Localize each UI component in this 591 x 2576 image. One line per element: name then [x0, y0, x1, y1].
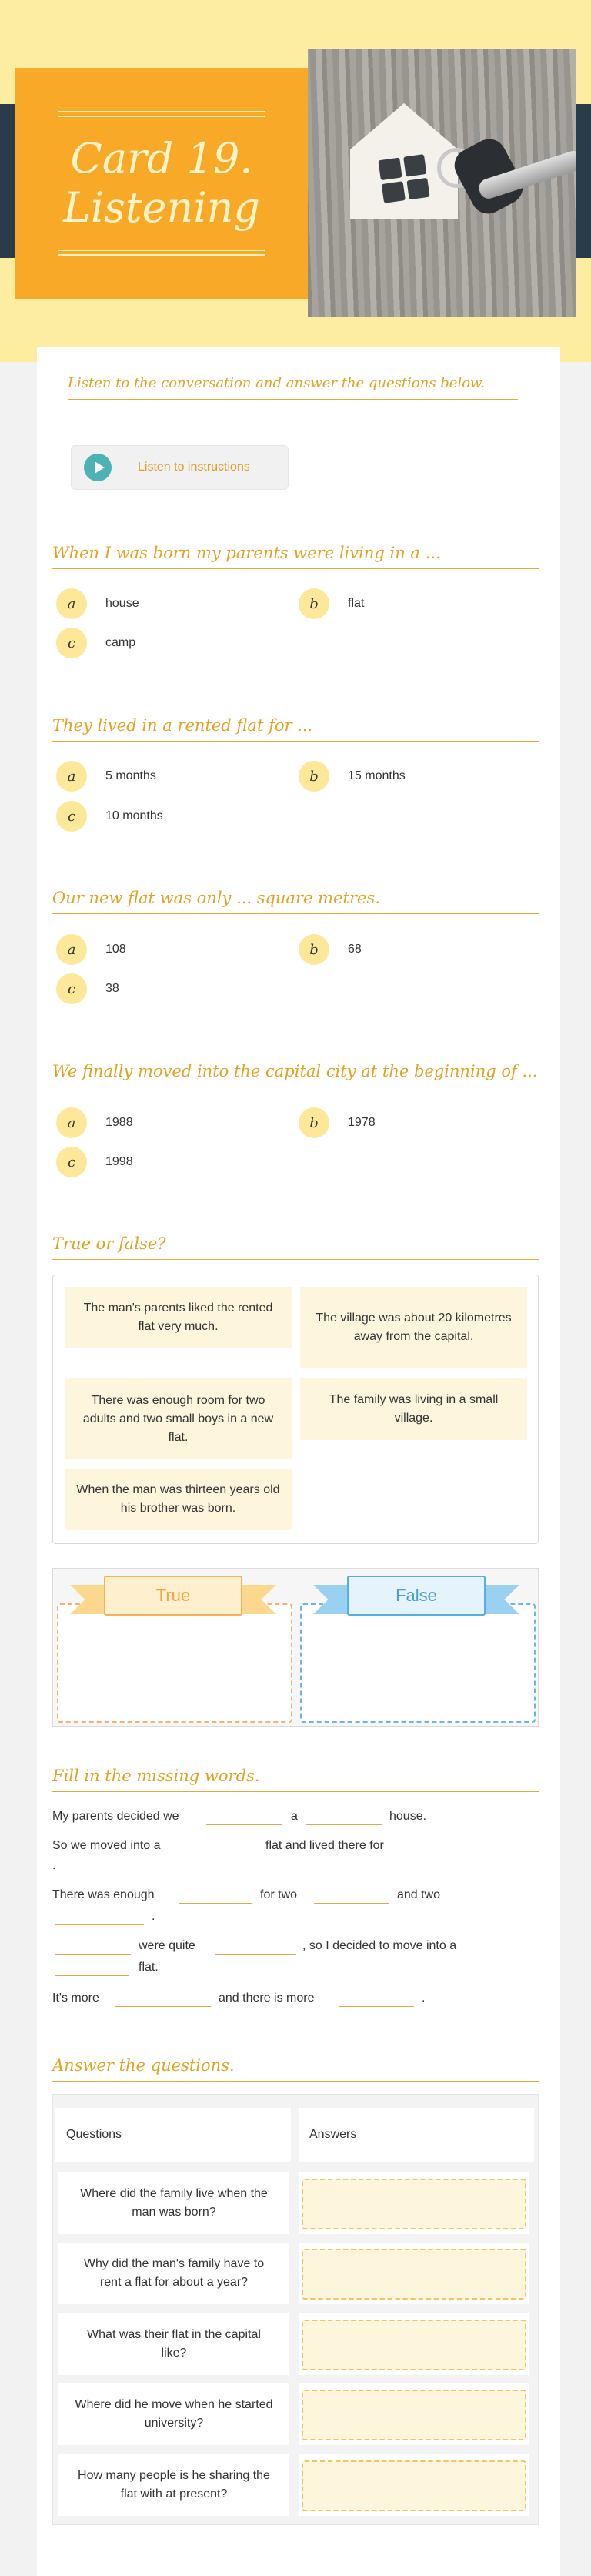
fill-blank-input[interactable]: [314, 1888, 389, 1904]
option-letter-badge: b: [299, 934, 329, 965]
question-2-option-b[interactable]: [299, 761, 406, 792]
statement-card[interactable]: There was enough room for two adults and two small boys in a new flat.: [65, 1378, 292, 1459]
fill-text: and two: [397, 1888, 441, 1901]
question-cell: Where did the family live when the man was born?: [58, 2172, 289, 2234]
true-false-title: True or false?: [52, 1234, 539, 1260]
option-text: 15 months: [348, 769, 406, 782]
option-letter-badge: c: [56, 801, 87, 832]
title-card: [15, 68, 308, 299]
title-line-2: Listening: [63, 183, 260, 232]
instructions-text: Listen to the conversation and answer the questions below.: [68, 376, 518, 400]
answer-input[interactable]: [302, 2460, 526, 2511]
fill-text: flat.: [139, 1961, 159, 1974]
option-letter-badge: c: [56, 1147, 87, 1177]
option-text: 1998: [105, 1155, 133, 1168]
false-drop-zone[interactable]: [300, 1603, 536, 1723]
fill-in-title: Fill in the missing words.: [52, 1767, 539, 1792]
answers-column-header: Answers: [299, 2108, 534, 2162]
option-text: 1978: [348, 1116, 376, 1129]
option-text: house: [105, 597, 139, 610]
answer-input[interactable]: [302, 2390, 526, 2440]
fill-text: .: [52, 1859, 56, 1872]
fill-blank-input[interactable]: [179, 1888, 252, 1904]
fill-text: .: [422, 1991, 426, 2005]
question-3-prompt: Our new flat was only ... square metres.: [52, 889, 539, 914]
question-3-option-a[interactable]: [56, 934, 126, 965]
fill-blank-input[interactable]: [185, 1839, 258, 1854]
question-cell: Where did he move when he started university?: [58, 2383, 289, 2445]
answer-cell: [299, 2313, 529, 2375]
answer-input[interactable]: [302, 2249, 526, 2300]
page-title: [63, 134, 260, 233]
question-cell: How many people is he sharing the flat with at present?: [58, 2454, 289, 2516]
option-text: 68: [348, 943, 362, 956]
fill-text: It's more: [52, 1991, 99, 2005]
fill-blank-input[interactable]: [215, 1939, 296, 1955]
question-4-option-c[interactable]: [56, 1147, 133, 1177]
fill-text: My parents decided we: [52, 1810, 179, 1823]
answer-input[interactable]: [302, 2320, 526, 2370]
question-cell: Why did the man's family have to rent a flat for about a year?: [58, 2243, 289, 2304]
question-1-prompt: When I was born my parents were living in a ...: [52, 544, 539, 569]
fill-blank-input[interactable]: [55, 1939, 131, 1955]
option-letter-badge: c: [56, 628, 87, 658]
answer-questions-title: Answer the questions.: [52, 2056, 539, 2082]
fill-blank-input[interactable]: [339, 1991, 414, 2007]
option-letter-badge: b: [299, 588, 329, 619]
play-icon: [84, 454, 112, 481]
option-text: 10 months: [105, 809, 163, 822]
answer-cell: [299, 2172, 529, 2234]
statement-card[interactable]: The village was about 20 kilometres away from the capital.: [300, 1287, 527, 1368]
option-text: flat: [348, 597, 365, 610]
fill-text: were quite: [139, 1939, 195, 1952]
question-3-option-c[interactable]: [56, 973, 119, 1004]
fill-text: So we moved into a: [52, 1839, 161, 1852]
option-text: 108: [105, 943, 126, 956]
fill-text: for two: [260, 1888, 298, 1901]
question-4-option-a[interactable]: [56, 1107, 133, 1138]
house-key-photo: [308, 49, 576, 317]
answer-cell: [299, 2383, 529, 2445]
option-letter-badge: a: [56, 1107, 87, 1138]
option-text: camp: [105, 636, 136, 649]
option-text: 5 months: [105, 769, 156, 782]
listen-button-label: Listen to instructions: [138, 461, 250, 474]
fill-text: a: [291, 1810, 298, 1823]
question-2-prompt: They lived in a rented flat for ...: [52, 716, 539, 742]
fill-text: and there is more: [219, 1991, 315, 2005]
false-ribbon: [347, 1576, 486, 1611]
true-drop-zone[interactable]: [57, 1603, 292, 1723]
fill-blank-input[interactable]: [55, 1910, 144, 1925]
question-1-option-a[interactable]: [56, 588, 139, 619]
fill-text: house.: [389, 1810, 427, 1823]
statement-card[interactable]: The family was living in a small village.: [300, 1378, 527, 1440]
fill-text: , so I decided to move into a: [302, 1939, 457, 1952]
fill-blank-input[interactable]: [206, 1810, 282, 1825]
option-letter-badge: a: [56, 761, 87, 792]
statement-card[interactable]: When the man was thirteen years old his brother was born.: [65, 1469, 292, 1530]
fill-blank-input[interactable]: [306, 1810, 382, 1825]
fill-blank-input[interactable]: [115, 1991, 211, 2007]
answer-cell: [299, 2454, 529, 2516]
option-letter-badge: b: [299, 1107, 329, 1138]
option-letter-badge: c: [56, 973, 87, 1004]
question-cell: What was their flat in the capital like?: [58, 2313, 289, 2375]
question-4-option-b[interactable]: [299, 1107, 376, 1138]
true-ribbon: [104, 1576, 242, 1611]
statement-card[interactable]: The man's parents liked the rented flat very much.: [65, 1287, 292, 1348]
question-2-option-c[interactable]: [56, 801, 163, 832]
fill-text: There was enough: [52, 1888, 155, 1901]
fill-blank-input[interactable]: [55, 1961, 129, 1976]
title-line-1: Card 19.: [70, 134, 253, 183]
option-letter-badge: b: [299, 761, 329, 792]
listen-instructions-button[interactable]: [71, 445, 289, 490]
question-4-prompt: We finally moved into the capital city at the beginning of ...: [52, 1062, 539, 1087]
answer-cell: [299, 2243, 529, 2304]
false-label: False: [347, 1576, 486, 1616]
house-window-icon: [378, 154, 429, 203]
question-1-option-c[interactable]: [56, 628, 135, 658]
answer-input[interactable]: [302, 2179, 526, 2229]
fill-text: .: [152, 1910, 155, 1923]
option-text: 38: [105, 982, 119, 995]
questions-column-header: Questions: [55, 2108, 291, 2162]
true-label: True: [104, 1576, 242, 1616]
option-letter-badge: a: [56, 934, 87, 965]
title-rule-bottom: [58, 250, 265, 256]
fill-text: flat and lived there for: [265, 1839, 384, 1852]
option-letter-badge: a: [56, 588, 87, 619]
fill-blank-input[interactable]: [414, 1839, 536, 1854]
question-2-option-a[interactable]: [56, 761, 156, 792]
option-text: 1988: [105, 1116, 133, 1129]
title-rule-top: [58, 111, 265, 117]
question-1-option-b[interactable]: [299, 588, 364, 619]
question-3-option-b[interactable]: [299, 934, 362, 965]
